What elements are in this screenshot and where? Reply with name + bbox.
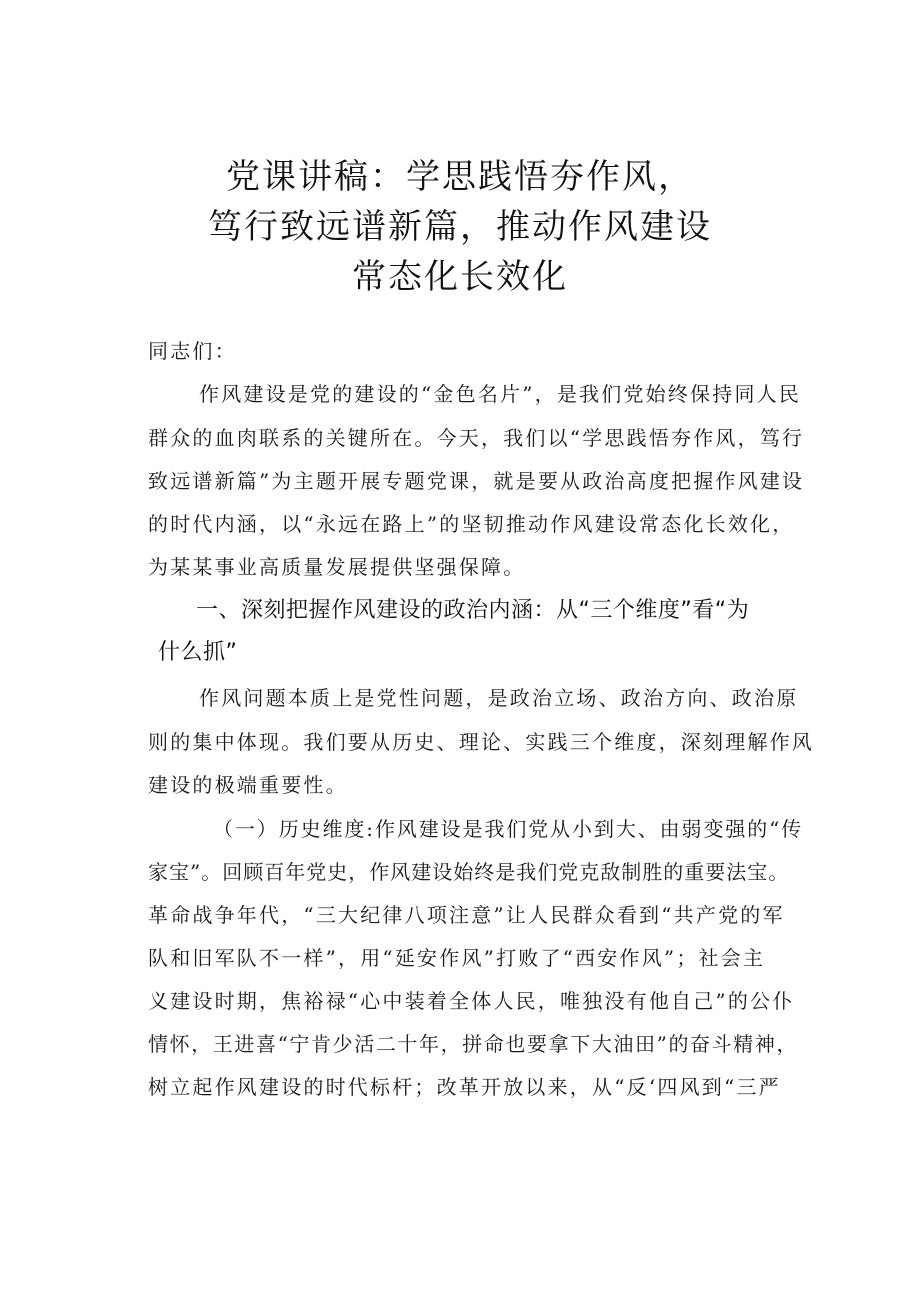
subsection-line: 义建设时期，焦裕禄“心中装着全体人民，唯独没有他自己”的公仆 [148,989,795,1013]
salutation: 同志们： [148,339,237,363]
section-paragraph-line: 作风问题本质上是党性问题，是政治立场、政治方向、政治原 [199,686,799,710]
section-heading: 什么抓” [158,640,238,665]
intro-line: 致远谱新篇”为主题开展专题党课，就是要从政治高度把握作风建设 [148,469,805,493]
subsection-line: （一）历史维度:作风建设是我们党从小到大、由弱变强的“传 [213,817,804,841]
title-line: 党课讲稿：学思践悟夯作风， [226,157,694,197]
subsection-line: 家宝”。回顾百年党史，作风建设始终是我们党克敌制胜的重要法宝。 [148,860,790,884]
title-line: 常态化长效化 [352,257,568,297]
intro-line: 作风建设是党的建设的“金色名片”，是我们党始终保持同人民 [199,382,802,406]
subsection-line: 树立起作风建设的时代标杆；改革开放以来，从“反‘四风到“三严 [148,1075,781,1099]
intro-line: 为某某事业高质量发展提供坚强保障。 [148,555,526,579]
intro-line: 群众的血肉联系的关键所在。今天，我们以“学思践悟夯作风，笃行 [148,426,805,450]
section-heading: 一、深刻把握作风建设的政治内涵：从“三个维度”看“为 [196,598,750,623]
section-paragraph-line: 建设的极端重要性。 [148,773,348,797]
page-title [0,152,920,302]
section-paragraph-line: 则的集中体现。我们要从历史、理论、实践三个维度，深刻理解作风 [148,730,814,754]
intro-line: 的时代内涵，以“永远在路上”的坚韧推动作风建设常态化长效化， [148,512,795,536]
title-line: 笃行致远谱新篇，推动作风建设 [208,207,712,247]
subsection-line: 革命战争年代，“三大纪律八项注意”让人民群众看到“共产党的军 [148,903,785,927]
subsection-line: 队和旧军队不一样”，用“延安作风”打败了“西安作风”；社会主 [148,946,766,970]
subsection-line: 情怀，王进喜“宁肯少活二十年，拼命也要拿下大油田”的奋斗精神， [148,1032,799,1056]
